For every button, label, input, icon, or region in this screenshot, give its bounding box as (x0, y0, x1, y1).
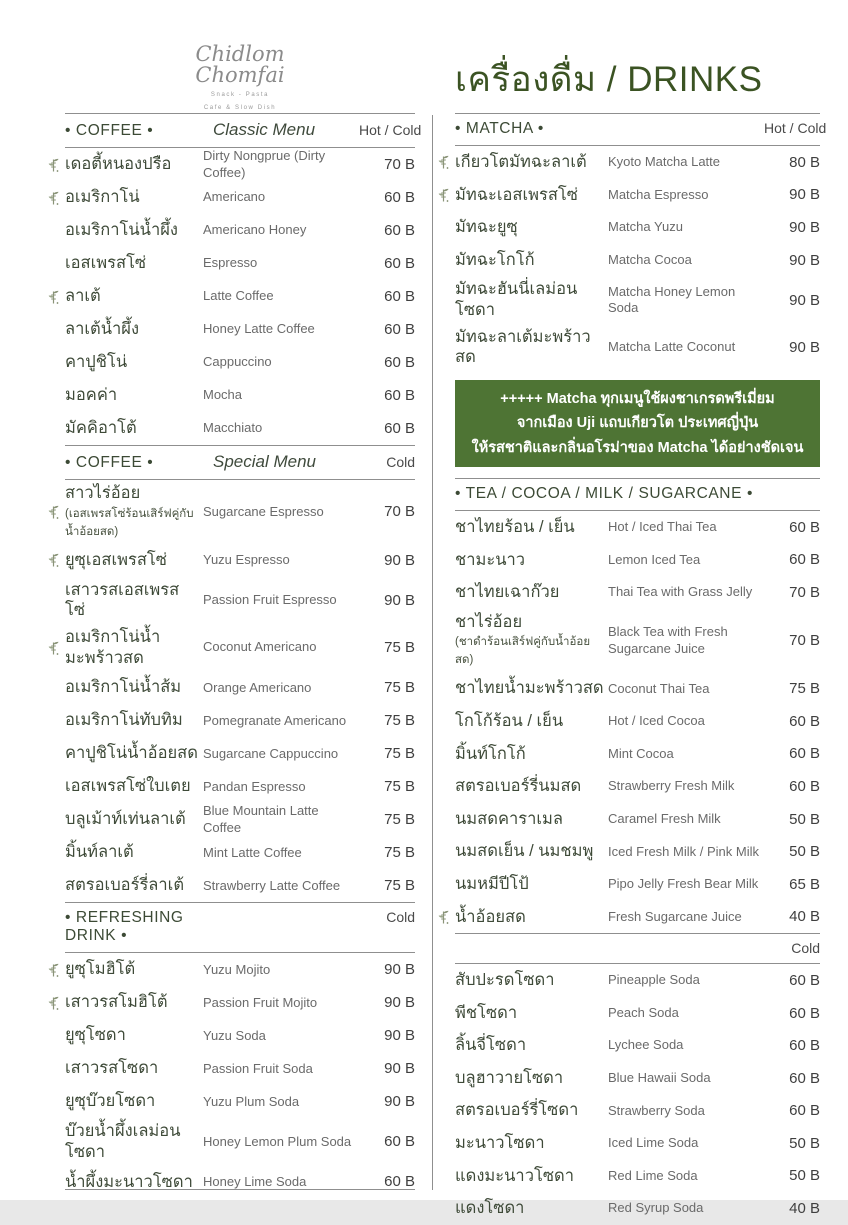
item-name-english: Matcha Espresso (608, 186, 709, 202)
item-name-thai: สับปะรดโซดา (455, 971, 555, 990)
item-name-thai: ยูซุโซดา (65, 1026, 126, 1045)
menu-item-row (455, 576, 820, 609)
item-name-english: Fresh Sugarcane Juice (608, 908, 742, 924)
menu-column-right (455, 113, 827, 1225)
section-subtitle: Classic Menu (213, 120, 316, 139)
menu-item-row (455, 738, 820, 771)
item-price: 75 B (789, 680, 820, 698)
section-title: • MATCHA • (455, 120, 544, 137)
menu-item-row (65, 986, 415, 1019)
item-name-thai: เสาวรสเอสเพรสโซ่ (65, 580, 180, 620)
item-price: 60 B (789, 712, 820, 730)
menu-item-row (455, 244, 820, 277)
cafe-logo (65, 44, 415, 113)
item-name-english: Red Syrup Soda (608, 1200, 704, 1216)
item-price: 90 B (384, 1060, 415, 1078)
item-name-thai: น้ำผึ้งมะนาวโซดา (65, 1172, 193, 1191)
item-name-thai: อเมริกาโน่ (65, 188, 140, 207)
item-name-english: Passion Fruit Mojito (203, 994, 318, 1010)
sprout-icon (46, 639, 61, 656)
item-price: 90 B (384, 1027, 415, 1045)
item-name-english: Sugarcane Espresso (203, 503, 324, 519)
item-name-thai: ชาไร่อ้อย (455, 612, 523, 631)
item-name-english: Sugarcane Cappuccino (203, 745, 339, 761)
item-name-english: Cappuccino (203, 354, 272, 370)
item-name-thai: มอคค่า (65, 386, 118, 405)
item-name-thai: เอสเพรสโซ่ (65, 254, 147, 273)
item-name-thai: เสาวรสโซดา (65, 1059, 159, 1078)
item-price: 60 B (789, 1069, 820, 1087)
item-price: 40 B (789, 908, 820, 926)
item-name-thai: มัทฉะลาเต้มะพร้าวสด (455, 327, 591, 367)
menu-item-row (455, 1160, 820, 1193)
item-name-english: Kyoto Matcha Latte (608, 154, 721, 170)
item-price: 60 B (789, 1004, 820, 1022)
menu-item-row (455, 324, 820, 371)
menu-item-row (65, 1085, 415, 1118)
item-name-english: Mint Cocoa (608, 745, 674, 761)
menu-item-row (455, 609, 820, 673)
menu-item-row (65, 181, 415, 214)
menu-item-row (65, 803, 415, 836)
item-price: 50 B (789, 1134, 820, 1152)
item-name-english: Matcha Honey Lemon Soda (608, 283, 736, 315)
item-name-thai: มิ้นท์ลาเต้ (65, 843, 134, 862)
banner-line: ให้รสชาติและกลิ่นอโรม่าของ Matcha ได้อย่างชัดเจน (471, 439, 804, 456)
item-name-thai: มัทฉะฮันนี่เลม่อนโซดา (455, 280, 578, 319)
item-name-thai: โกโก้ร้อน / เย็น (455, 711, 564, 730)
item-price: 60 B (789, 745, 820, 763)
logo-script-line2: Chomfai (195, 63, 285, 88)
menu-item-row (455, 276, 820, 323)
menu-item-row (455, 868, 820, 901)
sprout-icon (46, 156, 61, 173)
item-name-english: Yuzu Soda (203, 1027, 266, 1043)
item-price: 90 B (384, 591, 415, 609)
logo-tagline2: Cafe & Slow Dish (203, 104, 277, 111)
section-header (455, 933, 820, 964)
banner-line: จากเมือง Uji แถบเกียวโต ประเทศญี่ปุ่น (516, 415, 759, 432)
item-name-thai: ยูซุโมฮิโต้ (65, 960, 136, 979)
item-price: 60 B (789, 777, 820, 795)
item-name-thai: ชาไทยร้อน / เย็น (455, 517, 575, 536)
item-name-english: Red Lime Soda (608, 1167, 698, 1183)
section-header (455, 113, 827, 146)
section-header (455, 478, 820, 511)
item-price: 60 B (384, 387, 415, 404)
logo-tagline1: Snack - Pasta (210, 91, 270, 98)
menu-item-row (455, 544, 820, 577)
item-name-thai: แดงโซดา (455, 1199, 525, 1218)
item-name-thai: มัทฉะเอสเพรสโซ่ (455, 185, 578, 204)
section-temp-label: Cold (386, 454, 415, 470)
item-price: 60 B (384, 1133, 415, 1151)
item-name-english: Americano (203, 189, 266, 205)
menu-item-row (65, 1019, 415, 1052)
item-name-thai: อเมริกาโน่น้ำผึ้ง (65, 221, 178, 240)
item-name-english: Yuzu Plum Soda (203, 1093, 300, 1109)
menu-item-row (65, 412, 415, 445)
item-name-english: Yuzu Espresso (203, 552, 290, 567)
item-name-thai: นมสดเย็น / นมชมพู (455, 842, 594, 861)
menu-item-row (65, 577, 415, 624)
item-price: 60 B (384, 222, 415, 239)
item-price: 60 B (789, 1102, 820, 1120)
menu-item-row (65, 1118, 415, 1165)
item-name-english: Hot / Iced Thai Tea (608, 519, 717, 535)
item-name-thai: แดงมะนาวโซดา (455, 1166, 574, 1185)
item-price: 50 B (789, 810, 820, 828)
item-price: 65 B (789, 875, 820, 893)
menu-item-row (65, 836, 415, 869)
menu-item-row (65, 770, 415, 803)
item-name-english: Coconut Americano (203, 639, 317, 655)
item-name-english: Strawberry Latte Coffee (203, 877, 341, 893)
item-name-thai: นมหมีปีโป้ (455, 874, 529, 893)
item-name-english: Caramel Fresh Milk (608, 810, 721, 826)
item-price: 60 B (384, 420, 415, 437)
item-price: 75 B (384, 844, 415, 862)
menu-item-row (455, 964, 820, 997)
section-header (65, 445, 415, 480)
item-name-english: Yuzu Mojito (203, 961, 271, 977)
item-name-thai: นมสดคาราเมล (455, 809, 563, 828)
section-header (65, 113, 422, 148)
section-subtitle: Special Menu (213, 452, 317, 471)
menu-item-row (65, 624, 415, 671)
menu-item-row (65, 480, 415, 544)
item-name-thai: ยูซุบ๊วยโซดา (65, 1092, 156, 1111)
sprout-icon (46, 503, 61, 520)
item-name-english: Passion Fruit Soda (203, 1060, 313, 1076)
section-temp-label: Hot / Cold (359, 122, 422, 138)
matcha-premium-banner (455, 380, 820, 467)
item-name-thai: อเมริกาโน่น้ำมะพร้าวสด (65, 627, 161, 667)
item-note: (ชาดำร้อนเสิร์ฟคู่กับน้ำอ้อยสด) (455, 636, 591, 667)
item-name-english: Espresso (203, 255, 258, 271)
item-price: 80 B (789, 153, 820, 171)
menu-item-row (65, 247, 415, 280)
item-price: 70 B (789, 632, 820, 650)
item-price: 90 B (384, 1093, 415, 1111)
menu-item-row (455, 835, 820, 868)
item-price: 90 B (384, 961, 415, 979)
section-title: • REFRESHING DRINK • (65, 909, 184, 945)
item-name-english: Matcha Latte Coconut (608, 339, 736, 355)
item-price: 90 B (789, 251, 820, 269)
item-name-thai: มัทฉะโกโก้ (455, 250, 535, 269)
item-name-thai: พีชโซดา (455, 1003, 518, 1022)
item-name-thai: มิ้นท์โกโก้ (455, 744, 526, 763)
sprout-icon (436, 186, 451, 203)
item-name-english: Latte Coffee (203, 288, 274, 304)
item-price: 70 B (789, 583, 820, 601)
menu-item-row (65, 737, 415, 770)
item-price: 90 B (789, 186, 820, 204)
item-name-english: Matcha Yuzu (608, 219, 683, 235)
item-name-thai: มัคคิอาโต้ (65, 419, 137, 438)
item-name-english: Lemon Iced Tea (608, 551, 701, 567)
menu-item-row (65, 544, 415, 577)
item-name-thai: อเมริกาโน่ทับทิม (65, 711, 183, 730)
menu-item-row (65, 214, 415, 247)
menu-item-row (65, 704, 415, 737)
menu-item-row (455, 511, 820, 544)
section-temp-label: Hot / Cold (764, 120, 827, 136)
item-price: 75 B (384, 877, 415, 895)
item-price: 60 B (384, 189, 415, 206)
section-temp-label: Cold (386, 909, 415, 926)
menu-item-row (455, 179, 820, 212)
sprout-icon (46, 288, 61, 305)
item-price: 60 B (384, 354, 415, 371)
item-name-english: Coconut Thai Tea (608, 680, 710, 696)
menu-item-row (455, 1062, 820, 1095)
item-name-english: Pandan Espresso (203, 778, 306, 794)
item-name-english: Peach Soda (608, 1004, 679, 1020)
item-name-english: Passion Fruit Espresso (203, 592, 337, 608)
item-price: 60 B (789, 518, 820, 536)
item-name-thai: เอสเพรสโซ่ใบเตย (65, 777, 191, 796)
item-name-thai: ชาไทยน้ำมะพร้าวสด (455, 679, 604, 698)
item-name-english: Honey Lime Soda (203, 1173, 307, 1189)
item-price: 75 B (384, 639, 415, 656)
menu-item-row (455, 705, 820, 738)
item-name-thai: น้ำอ้อยสด (455, 907, 526, 926)
item-name-thai: ชาไทยเฉาก๊วย (455, 583, 560, 602)
item-name-thai: เกียวโตมัทฉะลาเต้ (455, 152, 587, 171)
sprout-icon (46, 961, 61, 978)
menu-item-row (65, 379, 415, 412)
item-name-english: Blue Mountain Latte Coffee (203, 803, 319, 835)
item-price: 60 B (384, 255, 415, 272)
logo-script-line1: Chidlom (195, 42, 285, 66)
item-price: 75 B (384, 745, 415, 763)
item-name-english: Honey Lemon Plum Soda (203, 1133, 352, 1149)
item-price: 75 B (384, 778, 415, 796)
item-price: 50 B (789, 1167, 820, 1185)
item-price: 60 B (384, 321, 415, 338)
section-temp-label: Cold (791, 940, 820, 957)
item-name-english: Honey Latte Coffee (203, 321, 315, 337)
menu-column-left (65, 113, 422, 1198)
menu-item-row (455, 1127, 820, 1160)
item-name-english: Pomegranate Americano (203, 712, 347, 728)
item-name-english: Iced Lime Soda (608, 1135, 699, 1151)
menu-item-row (455, 997, 820, 1030)
item-name-thai: มะนาวโซดา (455, 1134, 545, 1153)
menu-item-row (65, 1165, 415, 1198)
item-name-english: Pineapple Soda (608, 972, 700, 988)
menu-item-row (65, 953, 415, 986)
menu-item-row (65, 869, 415, 902)
menu-item-row (455, 803, 820, 836)
item-name-english: Blue Hawaii Soda (608, 1070, 711, 1086)
menu-item-row (455, 672, 820, 705)
item-name-english: Lychee Soda (608, 1037, 684, 1053)
item-price: 60 B (384, 1173, 415, 1191)
item-price: 90 B (384, 994, 415, 1012)
item-name-thai: เดอตี้หนองปรือ (65, 155, 172, 174)
item-price: 75 B (384, 679, 415, 697)
banner-line: +++++ Matcha ทุกเมนูใช้ผงชาเกรดพรีเมี่ยม (500, 390, 775, 407)
sprout-icon (46, 994, 61, 1011)
item-name-thai: สตรอเบอร์รี่โซดา (455, 1101, 579, 1120)
item-name-thai: ลาเต้น้ำผึ้ง (65, 320, 140, 339)
item-name-english: Iced Fresh Milk / Pink Milk (608, 843, 759, 859)
menu-item-row (65, 148, 415, 181)
item-price: 60 B (789, 551, 820, 569)
sprout-icon (46, 189, 61, 206)
menu-item-row (455, 211, 820, 244)
item-name-thai: บลูเม้าท์เท่นลาเต้ (65, 810, 186, 829)
menu-item-row (455, 1029, 820, 1062)
item-name-english: Strawberry Soda (608, 1102, 705, 1118)
item-price: 40 B (789, 1200, 820, 1218)
item-name-english: Strawberry Fresh Milk (608, 778, 735, 794)
item-price: 90 B (789, 338, 820, 356)
page-title: เครื่องดื่ม / DRINKS (455, 60, 763, 99)
item-name-thai: บลูฮาวายโซดา (455, 1068, 564, 1087)
menu-item-row (455, 146, 820, 179)
menu-item-row (455, 1094, 820, 1127)
item-name-english: Orange Americano (203, 679, 312, 695)
section-title: • TEA / COCOA / MILK / SUGARCANE • (455, 484, 753, 502)
item-name-thai: คาปูชิโน่น้ำอ้อยสด (65, 744, 198, 763)
item-name-thai: สตรอเบอร์รี่ลาเต้ (65, 876, 185, 895)
item-name-thai: ลาเต้ (65, 287, 101, 306)
item-name-english: Mocha (203, 387, 243, 403)
item-name-english: Macchiato (203, 420, 263, 436)
sprout-icon (436, 154, 451, 171)
section-title: • COFFEE • (65, 122, 154, 139)
item-price: 90 B (789, 218, 820, 236)
menu-item-row (65, 1052, 415, 1085)
section-header (65, 902, 415, 953)
menu-item-row (455, 901, 820, 934)
item-name-thai: อเมริกาโน่น้ำส้ม (65, 678, 182, 697)
item-name-english: Thai Tea with Grass Jelly (608, 584, 753, 600)
item-name-thai: ยูซุเอสเพรสโซ่ (65, 550, 167, 569)
item-name-english: Pipo Jelly Fresh Bear Milk (608, 876, 759, 892)
item-name-thai: บ๊วยน้ำผึ้งเลม่อนโซดา (65, 1122, 181, 1161)
item-name-thai: ลิ้นจี่โซดา (455, 1036, 527, 1055)
item-name-english: Matcha Cocoa (608, 251, 692, 267)
item-price: 75 B (384, 712, 415, 730)
item-note: (เอสเพรสโซ่ร้อนเสิร์ฟคู่กับน้ำอ้อยสด) (65, 507, 194, 538)
sprout-icon (46, 552, 61, 569)
item-price: 60 B (789, 1037, 820, 1055)
item-price: 70 B (384, 156, 415, 173)
sprout-icon (436, 908, 451, 925)
item-price: 60 B (384, 288, 415, 305)
item-name-thai: สาวไร่อ้อย (65, 484, 141, 502)
menu-item-row (65, 313, 415, 346)
item-name-english: Americano Honey (203, 222, 307, 238)
item-price: 75 B (384, 811, 415, 829)
item-price: 90 B (384, 551, 415, 569)
item-name-thai: สตรอเบอร์รี่นมสด (455, 777, 582, 796)
item-name-english: Black Tea with Fresh Sugarcane Juice (608, 624, 728, 656)
item-name-thai: ชามะนาว (455, 550, 526, 569)
item-name-thai: เสาวรสโมฮิโต้ (65, 993, 168, 1012)
menu-item-row (65, 280, 415, 313)
item-name-thai: มัทฉะยูซุ (455, 218, 518, 237)
item-name-english: Mint Latte Coffee (203, 844, 302, 860)
item-price: 50 B (789, 843, 820, 861)
item-name-english: Dirty Nongprue (Dirty Coffee) (203, 148, 326, 180)
menu-item-row (455, 770, 820, 803)
item-price: 90 B (789, 291, 820, 309)
item-name-english: Hot / Iced Cocoa (608, 713, 705, 729)
item-price: 60 B (789, 971, 820, 989)
menu-item-row (65, 671, 415, 704)
column-divider-line (432, 115, 433, 1190)
item-price: 70 B (384, 503, 415, 521)
section-title: • COFFEE • (65, 454, 154, 471)
item-name-thai: คาปูชิโน่ (65, 353, 128, 372)
menu-item-row (65, 346, 415, 379)
menu-item-row (455, 1192, 820, 1225)
